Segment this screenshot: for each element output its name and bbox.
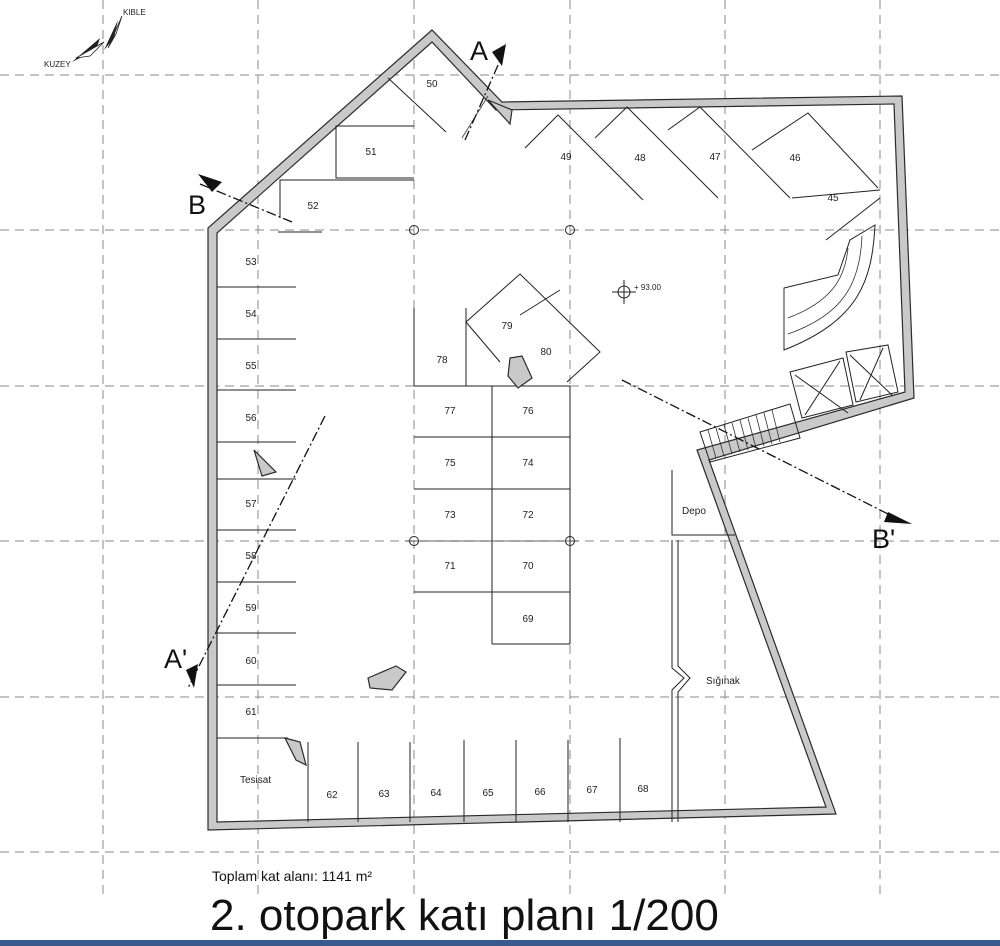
space-50: 50 [426,79,438,90]
room-tesisat: Tesisat [240,775,272,786]
space-69: 69 [522,614,534,625]
parking-left [217,287,296,685]
parking-top-right [525,107,880,240]
compass-north-label: KUZEY [44,60,71,69]
space-68: 68 [637,784,649,795]
space-74: 74 [522,458,534,469]
space-80: 80 [540,347,552,358]
plan-title: 2. otopark katı planı 1/200 [210,891,719,940]
space-77: 77 [444,406,456,417]
section-label-a: A [470,36,489,66]
space-71: 71 [444,561,456,572]
space-67: 67 [586,785,598,796]
space-73: 73 [444,510,456,521]
ramp [784,225,875,350]
space-55: 55 [245,361,257,372]
space-75: 75 [444,458,456,469]
space-78: 78 [436,355,448,366]
space-56: 56 [245,413,257,424]
parking-bottom [217,666,620,822]
space-60: 60 [245,656,257,667]
space-76: 76 [522,406,534,417]
room-siginak: Sığınak [706,676,740,687]
room-depo: Depo [682,506,706,517]
space-51: 51 [365,147,377,158]
space-58: 58 [245,551,257,562]
space-72: 72 [522,510,534,521]
space-48: 48 [634,153,646,164]
total-area: Toplam kat alanı: 1141 m² [212,868,373,884]
space-65: 65 [482,788,494,799]
left-column [254,450,276,476]
space-61: 61 [245,707,257,718]
space-64: 64 [430,788,442,799]
space-70: 70 [522,561,534,572]
compass [44,8,146,69]
space-62: 62 [326,790,338,801]
space-59: 59 [245,603,257,614]
space-79: 79 [501,321,513,332]
section-label-b: B [188,190,207,220]
compass-qibla-label: KIBLE [123,8,146,17]
space-49: 49 [560,152,572,163]
section-label-b-prime: B' [872,524,896,554]
space-63: 63 [378,789,390,800]
space-66: 66 [534,787,546,798]
space-45: 45 [827,193,839,204]
space-54: 54 [245,309,257,320]
column-rock [508,356,532,388]
space-57: 57 [245,499,257,510]
elevation-mark [612,280,661,304]
space-46: 46 [789,153,801,164]
section-lines [186,44,912,688]
elevation-text: + 93.00 [634,283,661,292]
bottom-bar [0,940,1000,946]
outer-wall [208,30,914,830]
section-label-a-prime: A' [164,644,188,674]
space-52: 52 [307,201,319,212]
bottom-rock [368,666,406,690]
space-47: 47 [709,152,721,163]
space-53: 53 [245,257,257,268]
